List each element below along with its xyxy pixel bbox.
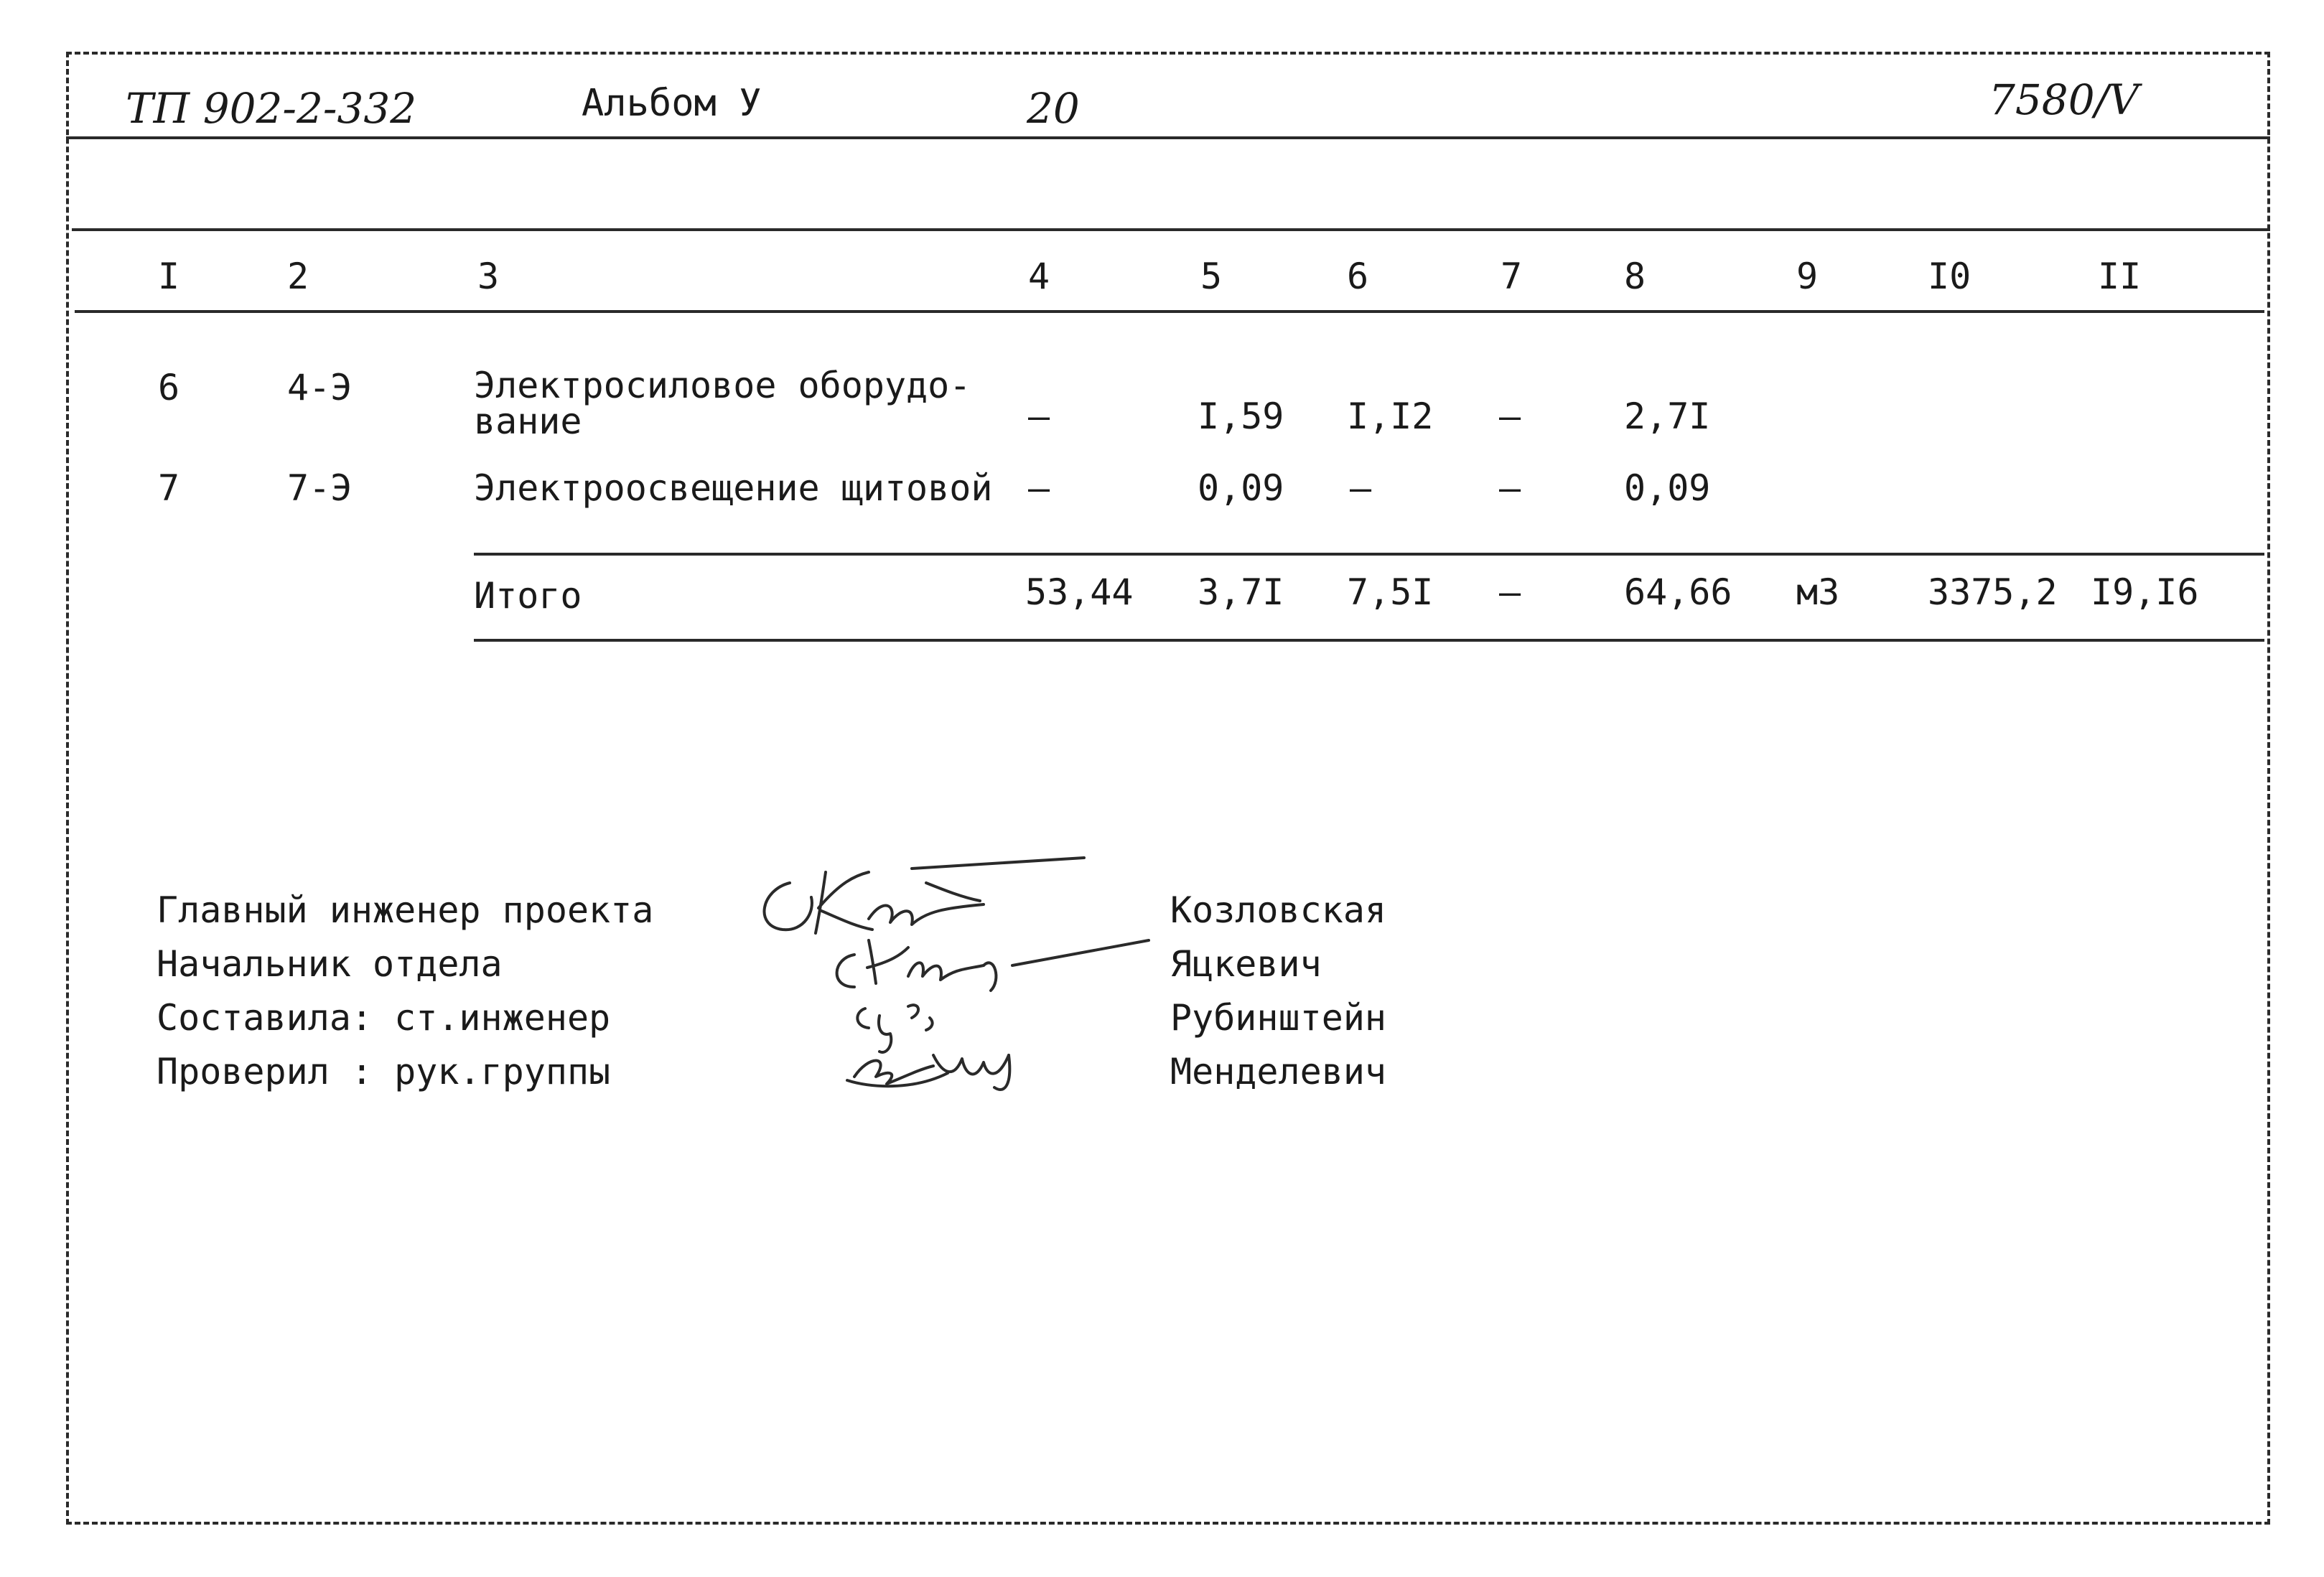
col-num-8: 8 — [1624, 256, 1646, 297]
row-code: 7-Э — [287, 467, 353, 509]
total-col-11: I9,I6 — [2091, 571, 2199, 613]
row-name-line-1: Электросиловое оборудо- — [474, 365, 971, 406]
row-col-5: 0,09 — [1198, 467, 1284, 509]
total-col-4: 53,44 — [1025, 571, 1134, 613]
total-col-9: м3 — [1796, 571, 1840, 613]
row-name-line-1: Электроосвещение щитовой — [474, 467, 993, 509]
column-number-rule — [75, 310, 2264, 313]
page-number: 20 — [1027, 84, 1080, 133]
col-num-9: 9 — [1796, 256, 1819, 297]
signature-name: Яцкевич — [1170, 943, 1322, 985]
total-bottom-rule — [474, 639, 2264, 642]
doc-code: ТП 902-2-332 — [126, 84, 417, 133]
row-number: 7 — [158, 467, 180, 509]
total-col-5: 3,7I — [1198, 571, 1284, 613]
col-num-10: I0 — [1928, 256, 1971, 297]
header-divider — [66, 136, 2270, 139]
signature-name: Козловская — [1170, 889, 1387, 931]
col-num-7: 7 — [1501, 256, 1523, 297]
signature-name: Менделевич — [1170, 1051, 1387, 1092]
table-top-rule — [72, 228, 2270, 231]
row-col-7: – — [1499, 396, 1521, 437]
row-col-6: I,I2 — [1347, 396, 1434, 437]
col-num-6: 6 — [1347, 256, 1369, 297]
signature-role: Составила: ст.инженер — [157, 997, 611, 1039]
total-col-7: – — [1499, 571, 1521, 613]
col-num-4: 4 — [1028, 256, 1050, 297]
row-col-5: I,59 — [1198, 396, 1284, 437]
handwritten-signatures — [747, 840, 1177, 1113]
row-col-6: – — [1350, 467, 1372, 509]
row-col-8: 0,09 — [1624, 467, 1711, 509]
col-num-11: II — [2098, 256, 2142, 297]
col-num-5: 5 — [1200, 256, 1223, 297]
row-col-4: – — [1028, 396, 1050, 437]
total-col-10: 3375,2 — [1928, 571, 2058, 613]
row-name-line-2: вание — [474, 401, 582, 442]
row-code: 4-Э — [287, 367, 353, 408]
signature-role: Начальник отдела — [157, 943, 503, 985]
total-top-rule — [474, 553, 2264, 556]
row-col-7: – — [1499, 467, 1521, 509]
total-col-6: 7,5I — [1347, 571, 1434, 613]
col-num-3: 3 — [477, 256, 500, 297]
col-num-2: 2 — [287, 256, 309, 297]
col-num-1: I — [158, 256, 180, 297]
signature-name: Рубинштейн — [1170, 997, 1387, 1039]
reg-number: 7580/V — [1989, 75, 2139, 124]
row-col-8: 2,7I — [1624, 396, 1711, 437]
signature-role: Главный инженер проекта — [157, 889, 654, 931]
row-number: 6 — [158, 367, 180, 408]
total-col-8: 64,66 — [1624, 571, 1732, 613]
album-label: Альбом У — [582, 82, 762, 125]
row-col-4: – — [1028, 467, 1050, 509]
total-label: Итого — [474, 575, 582, 617]
signature-role: Проверил : рук.группы — [157, 1051, 611, 1092]
